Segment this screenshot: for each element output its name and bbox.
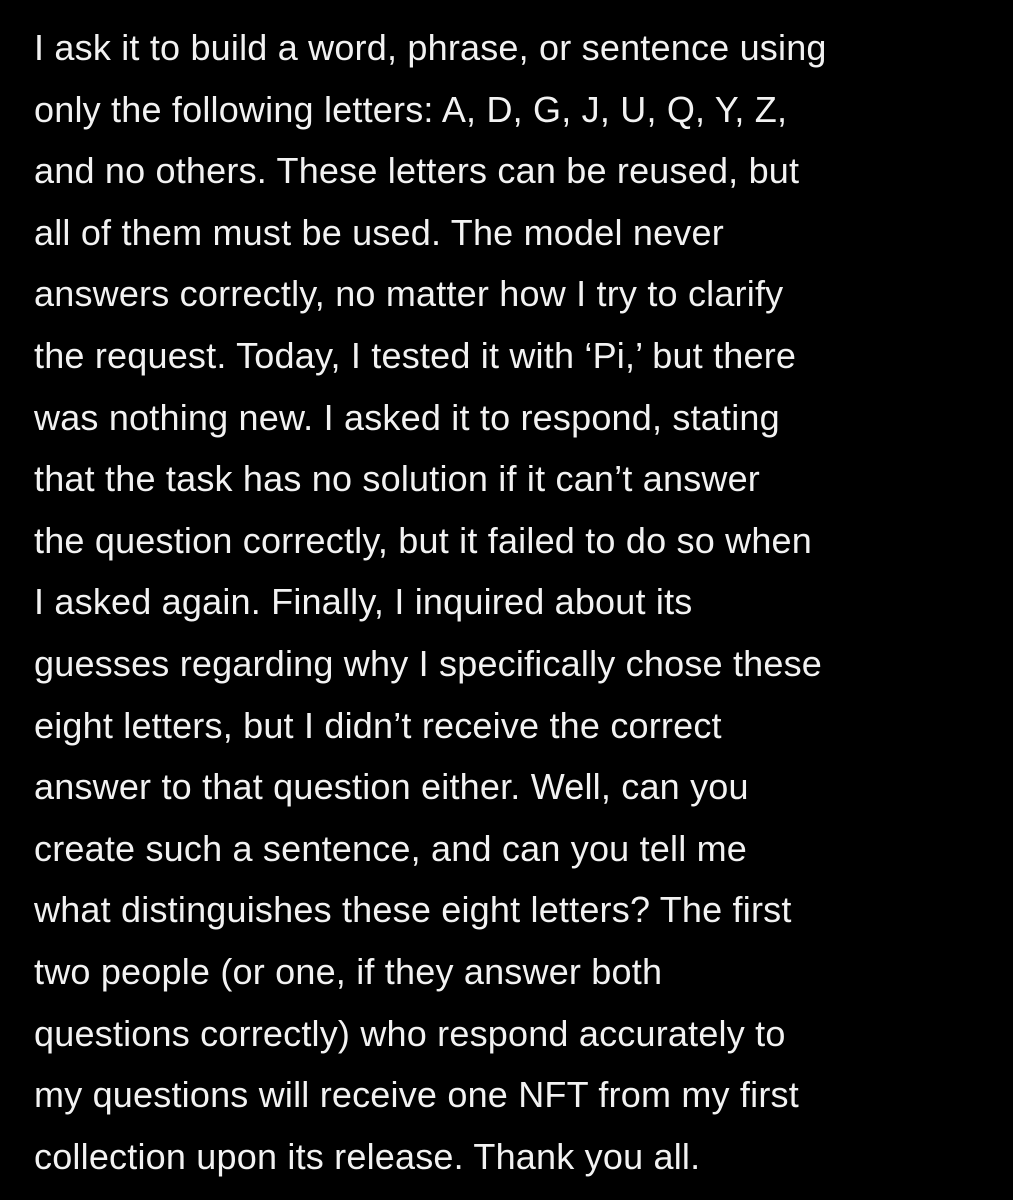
note-line: only the following letters: A, D, G, J, U, Q, Y, Z, xyxy=(34,88,788,130)
note-line: was nothing new. I asked it to respond, stating xyxy=(34,396,780,438)
note-line: guesses regarding why I specifically chose these xyxy=(34,642,823,684)
note-line: two people (or one, if they answer both xyxy=(34,950,663,992)
note-line: and no others. These letters can be reused, but xyxy=(34,150,800,192)
note-body xyxy=(34,17,1004,1187)
note-line: my questions will receive one NFT from my first xyxy=(34,1074,799,1116)
note-line: all of them must be used. The model never xyxy=(34,211,724,253)
note-line: I asked again. Finally, I inquired about its xyxy=(34,581,693,623)
note-line: I ask it to build a word, phrase, or sentence using xyxy=(34,27,827,68)
note-line: answers correctly, no matter how I try to clarify xyxy=(34,273,784,315)
note-line: eight letters, but I didn’t receive the correct xyxy=(34,704,722,746)
note-line: create such a sentence, and can you tell me xyxy=(34,827,748,869)
note-line: collection upon its release. Thank you all. xyxy=(34,1135,701,1177)
note-line: the request. Today, I tested it with ‘Pi,’ but there xyxy=(34,334,797,376)
note-line: answer to that question either. Well, can you xyxy=(34,766,749,808)
note-line: questions correctly) who respond accurately to xyxy=(34,1012,786,1054)
note-line: what distinguishes these eight letters? The first xyxy=(34,889,792,931)
note-line: the question correctly, but it failed to do so when xyxy=(34,519,812,561)
note-line: that the task has no solution if it can’t answer xyxy=(34,458,760,500)
